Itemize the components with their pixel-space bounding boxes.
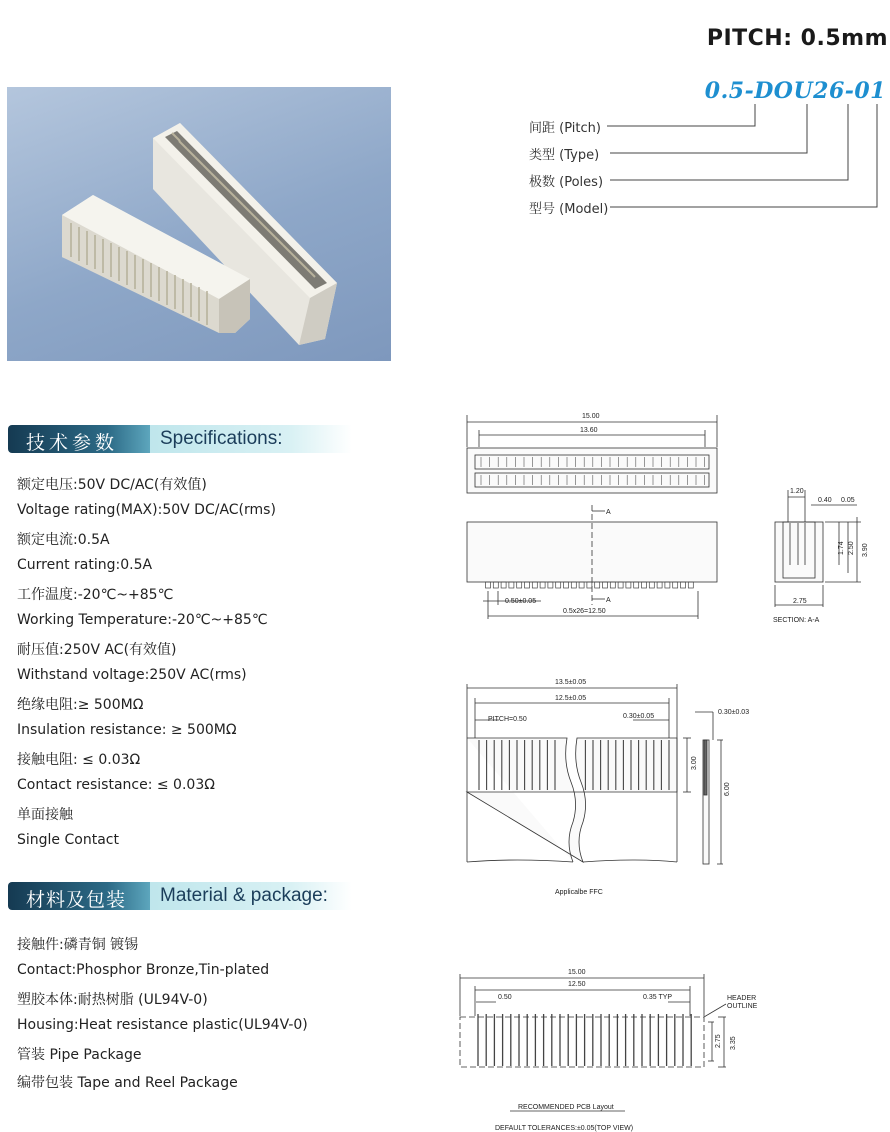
ffc-drawing [455, 672, 775, 897]
svg-text:1.20: 1.20 [790, 488, 804, 495]
svg-text:2.75: 2.75 [793, 598, 807, 605]
spec-item: Voltage rating(MAX):50V DC/AC(rms) [17, 502, 276, 518]
solder-pin [626, 582, 631, 588]
legend-poles: 极数 (Poles) [529, 175, 604, 190]
solder-pin [556, 582, 561, 588]
material-header [8, 882, 352, 910]
svg-text:0.50: 0.50 [498, 994, 512, 1001]
svg-text:2.75: 2.75 [715, 1034, 722, 1048]
spec-item: 工作温度:-20℃~+85℃ [17, 587, 174, 603]
solder-pin [603, 582, 608, 588]
svg-text:A: A [606, 509, 611, 516]
solder-pin [517, 582, 522, 588]
model-code: 0.5-DOU26-01 [704, 78, 886, 104]
svg-text:0.35 TYP: 0.35 TYP [643, 994, 673, 1001]
material-item: 编带包装 Tape and Reel Package [17, 1075, 238, 1091]
svg-text:0.40: 0.40 [818, 497, 832, 504]
specifications-header [8, 425, 352, 453]
pcb-layout-drawing [450, 962, 770, 1132]
svg-text:6.00: 6.00 [724, 782, 731, 796]
specifications-title-cn: 技术参数 [26, 432, 119, 454]
svg-text:13.5±0.05: 13.5±0.05 [555, 679, 587, 686]
spec-item: 接触电阻: ≤ 0.03Ω [17, 752, 141, 768]
spec-item: 额定电压:50V DC/AC(有效值) [17, 477, 207, 493]
solder-pin [564, 582, 569, 588]
solder-pin [486, 582, 491, 588]
svg-text:15.00: 15.00 [582, 413, 600, 420]
svg-text:3.35: 3.35 [730, 1036, 737, 1050]
model-legend-lines [600, 100, 885, 215]
spec-item: Single Contact [17, 832, 119, 848]
material-item: 塑胶本体:耐热树脂 (UL94V-0) [17, 992, 208, 1008]
spec-item: Withstand voltage:250V AC(rms) [17, 667, 247, 683]
spec-item: Working Temperature:-20℃~+85℃ [17, 612, 268, 628]
svg-text:0.05: 0.05 [841, 497, 855, 504]
material-item: Housing:Heat resistance plastic(UL94V-0) [17, 1017, 308, 1033]
solder-pin [540, 582, 545, 588]
svg-text:1.74: 1.74 [838, 541, 845, 555]
svg-text:15.00: 15.00 [568, 969, 586, 976]
specifications-title-en: Specifications: [160, 428, 283, 449]
solder-pin [642, 582, 647, 588]
svg-text:0.30±0.05: 0.30±0.05 [623, 713, 655, 720]
svg-text:12.5±0.05: 12.5±0.05 [555, 695, 587, 702]
svg-text:2.50: 2.50 [848, 541, 855, 555]
solder-pin [634, 582, 639, 588]
svg-text:0.5x26=12.50: 0.5x26=12.50 [563, 608, 606, 615]
solder-pin [688, 582, 693, 588]
svg-text:DEFAULT TOLERANCES:±0.05(TOP V: DEFAULT TOLERANCES:±0.05(TOP VIEW) [495, 1125, 634, 1132]
spec-item: Current rating:0.5A [17, 557, 153, 573]
solder-pin [618, 582, 623, 588]
material-title-cn: 材料及包装 [26, 889, 127, 911]
material-item: 接触件:磷青铜 镀锡 [17, 937, 139, 953]
svg-text:SECTION: A-A: SECTION: A-A [773, 617, 820, 624]
spec-item: 绝缘电阻:≥ 500MΩ [17, 697, 144, 713]
pitch-title: PITCH: 0.5mm [706, 26, 888, 51]
svg-text:OUTLINE: OUTLINE [727, 1003, 758, 1010]
svg-text:RECOMMENDED PCB Layout: RECOMMENDED PCB Layout [518, 1104, 614, 1111]
solder-pin [493, 582, 498, 588]
legend-pitch: 间距 (Pitch) [529, 121, 601, 136]
solder-pin [673, 582, 678, 588]
legend-type: 类型 (Type) [529, 148, 600, 163]
solder-pin [548, 582, 553, 588]
svg-text:0.50±0.05: 0.50±0.05 [505, 598, 537, 605]
spec-item: 额定电流:0.5A [17, 532, 110, 548]
material-title-en: Material & package: [160, 885, 328, 906]
svg-text:Applicalbe FFC: Applicalbe FFC [555, 889, 603, 896]
svg-text:3.00: 3.00 [691, 756, 698, 770]
svg-text:A: A [606, 597, 611, 604]
spec-item: Contact resistance: ≤ 0.03Ω [17, 777, 215, 793]
spec-item: 耐压值:250V AC(有效值) [17, 642, 177, 658]
svg-text:13.60: 13.60 [580, 427, 598, 434]
spec-item: 单面接触 [17, 807, 73, 823]
svg-text:3.90: 3.90 [862, 543, 869, 557]
svg-text:HEADER: HEADER [727, 995, 757, 1002]
solder-pin [571, 582, 576, 588]
solder-pin [509, 582, 514, 588]
connector-drawing [455, 405, 875, 635]
material-item: Contact:Phosphor Bronze,Tin-plated [17, 962, 270, 978]
solder-pin [595, 582, 600, 588]
product-photo [7, 87, 391, 361]
solder-pin [532, 582, 537, 588]
solder-pin [657, 582, 662, 588]
solder-pin [525, 582, 530, 588]
svg-text:PITCH=0.50: PITCH=0.50 [488, 716, 527, 723]
solder-pin [501, 582, 506, 588]
legend-model: 型号 (Model) [529, 202, 609, 217]
material-item: 管装 Pipe Package [17, 1047, 142, 1063]
svg-text:0.30±0.03: 0.30±0.03 [718, 709, 750, 716]
svg-text:12.50: 12.50 [568, 981, 586, 988]
solder-pin [665, 582, 670, 588]
solder-pin [610, 582, 615, 588]
solder-pin [587, 582, 592, 588]
solder-pin [681, 582, 686, 588]
solder-pin [649, 582, 654, 588]
spec-item: Insulation resistance: ≥ 500MΩ [17, 722, 237, 738]
solder-pin [579, 582, 584, 588]
